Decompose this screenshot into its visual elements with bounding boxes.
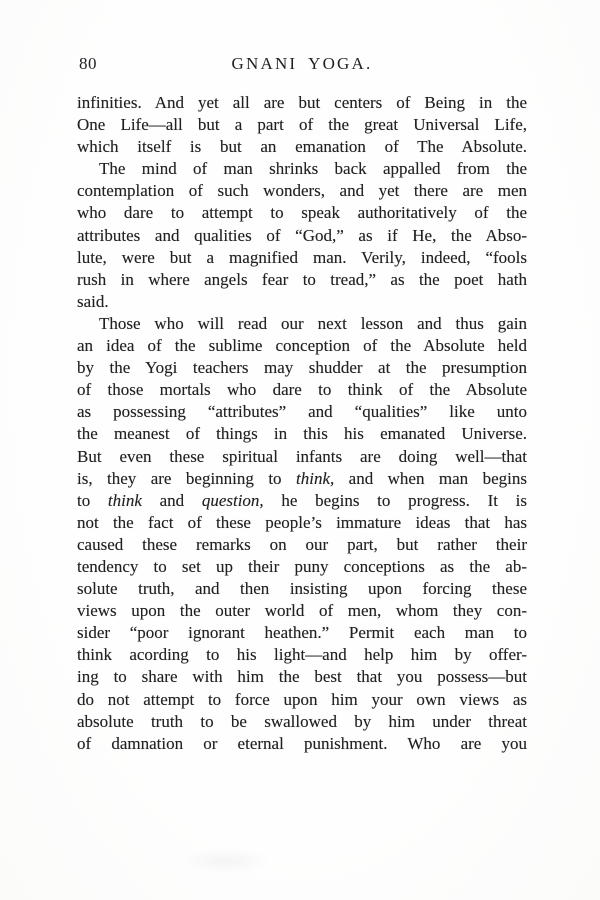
text-line: of damnation or eternal punishment. Who are you bbox=[77, 733, 527, 753]
text-line: Those who will read our next lesson and thus gain bbox=[99, 313, 527, 333]
paragraph bbox=[77, 313, 527, 755]
text-line: attributes and qualities of “God,” as if He, the Abso- bbox=[77, 225, 527, 245]
text-line: sider “poor ignorant heathen.” Permit each man to bbox=[77, 623, 527, 643]
text-line: views upon the outer world of men, whom they con- bbox=[77, 601, 527, 621]
text-line: think acording to his light—and help him by offer- bbox=[77, 645, 527, 665]
text-line: not the fact of these people’s immature ideas that has bbox=[77, 512, 527, 532]
text-line: said. bbox=[77, 291, 109, 311]
text-line: who dare to attempt to speak authoritatively of the bbox=[77, 203, 527, 223]
text-line: is, they are beginning to think, and when man begins bbox=[77, 468, 527, 488]
text-line: tendency to set up their puny conceptions as the ab- bbox=[77, 556, 527, 576]
text-line: solute truth, and then insisting upon forcing these bbox=[77, 579, 527, 599]
text-line: to think and question, he begins to progress. It is bbox=[77, 490, 527, 510]
paragraph bbox=[77, 158, 527, 313]
page-number: 80 bbox=[79, 54, 97, 73]
text-line: caused these remarks on our part, but rather their bbox=[77, 534, 527, 554]
text-line: an idea of the sublime conception of the Absolute held bbox=[77, 336, 527, 356]
text-block bbox=[77, 92, 527, 755]
text-line: lute, were but a magnified man. Verily, indeed, “fools bbox=[77, 247, 527, 267]
paragraph bbox=[77, 92, 527, 158]
text-line: ing to share with him the best that you possess—but bbox=[77, 667, 527, 687]
page-title: GNANI YOGA. bbox=[231, 54, 373, 73]
text-line: infinities. And yet all are but centers of Being in the bbox=[77, 93, 527, 112]
text-line: as possessing “attributes” and “qualities” like unto bbox=[77, 402, 527, 422]
text-line: which itself is but an emanation of The Absolute. bbox=[77, 137, 527, 157]
text-line: of those mortals who dare to think of the Absolute bbox=[77, 380, 527, 400]
text-line: do not attempt to force upon him your own views as bbox=[77, 689, 527, 709]
text-line: contemplation of such wonders, and yet there are men bbox=[77, 181, 527, 201]
text-line: The mind of man shrinks back appalled from the bbox=[99, 159, 527, 179]
page-header bbox=[77, 54, 527, 78]
text-line: rush in where angels fear to tread,” as the poet hath bbox=[77, 269, 527, 289]
text-line: by the Yogi teachers may shudder at the presumption bbox=[77, 358, 527, 378]
text-line: absolute truth to be swallowed by him under threat bbox=[77, 711, 527, 731]
text-line: the meanest of things in this his emanated Universe. bbox=[77, 424, 527, 444]
scan-smudge bbox=[180, 848, 270, 874]
text-line: One Life—all but a part of the great Universal Life, bbox=[77, 115, 527, 135]
text-line: But even these spiritual infants are doing well—that bbox=[77, 446, 527, 466]
